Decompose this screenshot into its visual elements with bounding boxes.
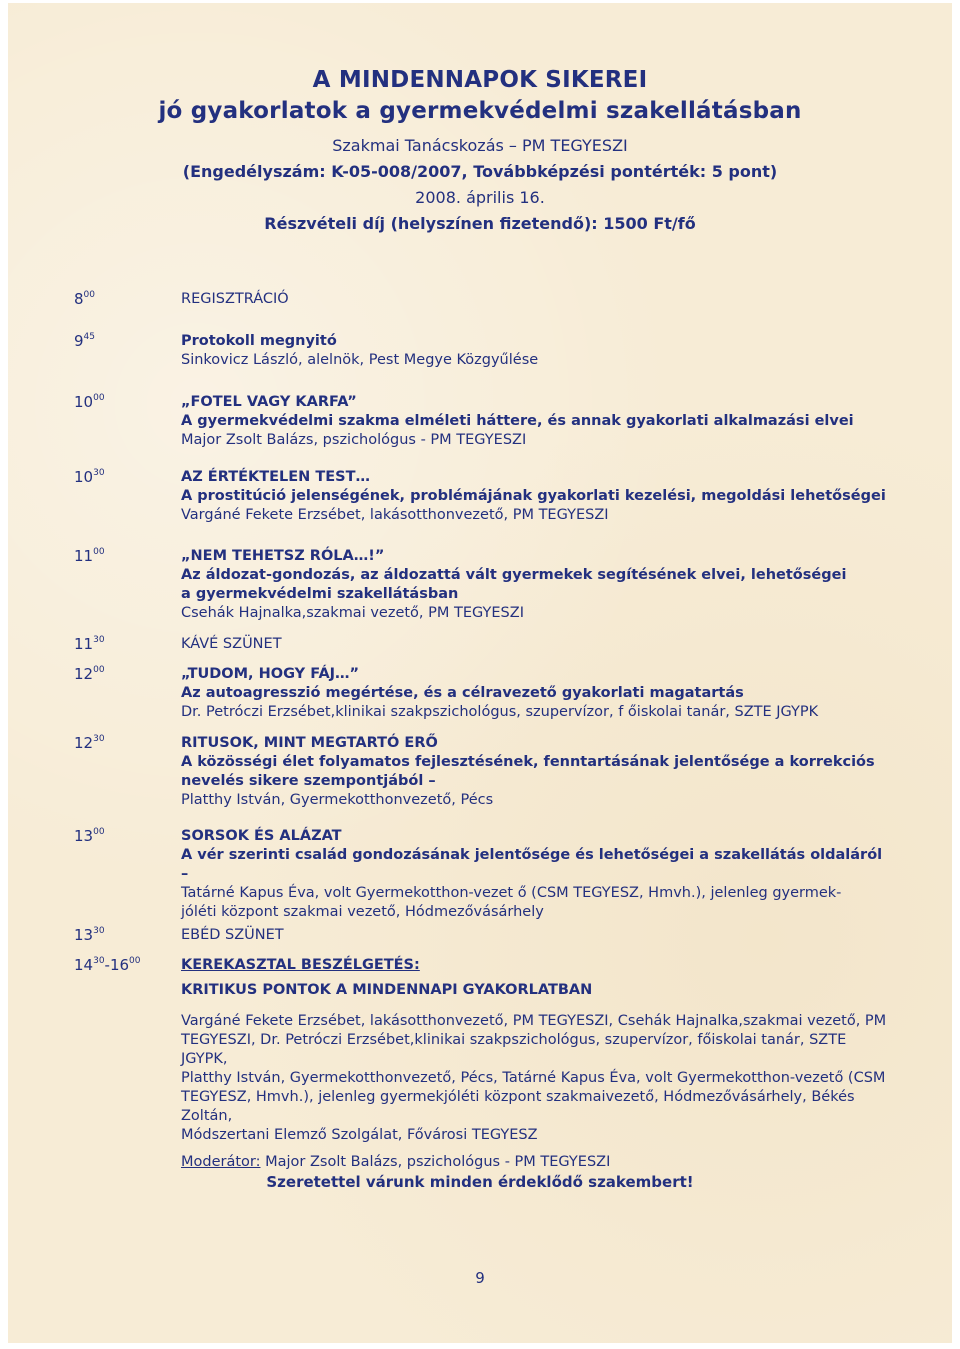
session-description: a gyermekvédelmi szakellátásban [181,586,459,602]
session-description: A vér szerinti család gondozásának jelentősége és lehetőségei a szakellátás oldaláról – [181,847,883,882]
roundtable-heading: KEREKASZTAL BESZÉLGETÉS: [181,957,420,973]
program-content [181,468,891,525]
time-label: $12^{30}$ [74,734,105,752]
time-label: $10^{00}$ [74,393,105,411]
session-speaker: Tatárné Kapus Éva, volt Gyermekotthon-vezet ő (CSM TEGYESZ, Hmvh.), jelenleg gyermek- [181,885,842,901]
document-page [8,3,952,1343]
program-content [181,665,891,722]
session-title: EBÉD SZÜNET [181,927,284,943]
time-label: $14^{30}-16^{00}$ [74,956,141,974]
participants-line: Vargáné Fekete Erzsébet, lakásotthonvezető, PM TEGYESZI, Csehák Hajnalka,szakmai vezető, PM [181,1013,887,1029]
session-title: „NEM TEHETSZ RÓLA…!” [181,548,385,564]
document-header [8,65,952,237]
program-content [181,547,891,623]
session-description: Az autoagresszió megértése, és a célravezető gyakorlati magatartás [181,685,744,701]
session-title: REGISZTRÁCIÓ [181,291,289,307]
session-title: RITUSOK, MINT MEGTARTÓ ERŐ [181,735,438,751]
session-description: A prostitúció jelenségének, problémájának gyakorlati kezelési, megoldási lehetőségei [181,488,886,504]
program-content [181,827,891,922]
participants-line: Platthy István, Gyermekotthonvezető, Pécs, Tatárné Kapus Éva, volt Gyermekotthon-vezető (CSM [181,1070,886,1086]
time-label: $12^{00}$ [74,665,105,683]
session-speaker: Major Zsolt Balázs, pszichológus - PM TEGYESZI [181,432,527,448]
roundtable-participants [181,1012,891,1145]
session-title: AZ ÉRTÉKTELEN TEST… [181,469,370,485]
participants-line: TEGYESZ, Hmvh.), jelenleg gyermekjóléti központ szakmaivezető, Hódmezővásárhely, Békés Zoltán, [181,1089,855,1124]
time-label: $13^{00}$ [74,827,105,845]
session-title: SORSOK ÉS ALÁZAT [181,828,342,844]
program-content [181,635,891,654]
session-title: KÁVÉ SZÜNET [181,636,282,652]
page-number: 9 [475,1269,485,1287]
event-name: Szakmai Tanácskozás – PM TEGYESZI [332,136,628,155]
session-speaker: Vargáné Fekete Erzsébet, lakásotthonvezető, PM TEGYESZI [181,507,609,523]
session-title: „TUDOM, HOGY FÁJ…” [181,666,360,682]
time-label: $9^{45}$ [74,332,95,350]
program-content [181,926,891,945]
participants-line: TEGYESZI, Dr. Petróczi Erzsébet,klinikai szakpszichológus, szupervízor, főiskolai tanár, SZTE JGYPK, [181,1032,847,1067]
session-description: Az áldozat-gondozás, az áldozattá vált gyermekek segítésének elvei, lehetőségei [181,567,847,583]
time-label: $11^{30}$ [74,635,105,653]
fee-line: Részvételi díj (helyszínen fizetendő): 1500 Ft/fő [264,214,696,233]
title-main: A MINDENNAPOK SIKEREI [312,67,648,93]
moderator-line [181,1153,891,1172]
session-description: A közösségi élet folyamatos fejlesztésének, fenntartásának jelentősége a korrekciós [181,754,875,770]
closing-message: Szeretettel várunk minden érdeklődő szakembert! [266,1173,694,1191]
session-title: Protokoll megnyitó [181,333,337,349]
roundtable-content [181,956,891,1172]
program-content [181,290,891,309]
time-label: $10^{30}$ [74,468,105,486]
session-description: nevelés sikere szempontjából – [181,773,436,789]
moderator-name: Major Zsolt Balázs, pszichológus - PM TEGYESZI [260,1154,611,1170]
session-description: A gyermekvédelmi szakma elméleti háttere, és annak gyakorlati alkalmazási elvei [181,413,854,429]
program-content [181,332,891,370]
roundtable-subheading: KRITIKUS PONTOK A MINDENNAPI GYAKORLATBAN [181,982,593,998]
session-speaker: Platthy István, Gyermekotthonvezető, Pécs [181,792,494,808]
time-label: $13^{30}$ [74,926,105,944]
session-speaker: Dr. Petróczi Erzsébet,klinikai szakpszichológus, szupervízor, f őiskolai tanár, SZTE JGYPK [181,704,819,720]
participants-line: Módszertani Elemző Szolgálat, Fővárosi TEGYESZ [181,1127,538,1143]
session-speaker: jóléti központ szakmai vezető, Hódmezővásárhely [181,904,544,920]
program-content [181,734,891,810]
program-content [181,393,891,450]
time-label: $11^{00}$ [74,547,105,565]
session-speaker: Sinkovicz László, alelnök, Pest Megye Közgyűlése [181,352,539,368]
event-date: 2008. április 16. [415,188,545,207]
moderator-label: Moderátor: [181,1154,261,1170]
license-line: (Engedélyszám: K-05-008/2007, Továbbképzési pontérték: 5 pont) [182,162,778,181]
session-title: „FOTEL VAGY KARFA” [181,394,357,410]
title-sub: jó gyakorlatok a gyermekvédelmi szakellátásban [158,98,802,124]
time-label: $8^{00}$ [74,290,95,308]
session-speaker: Csehák Hajnalka,szakmai vezető, PM TEGYESZI [181,605,524,621]
